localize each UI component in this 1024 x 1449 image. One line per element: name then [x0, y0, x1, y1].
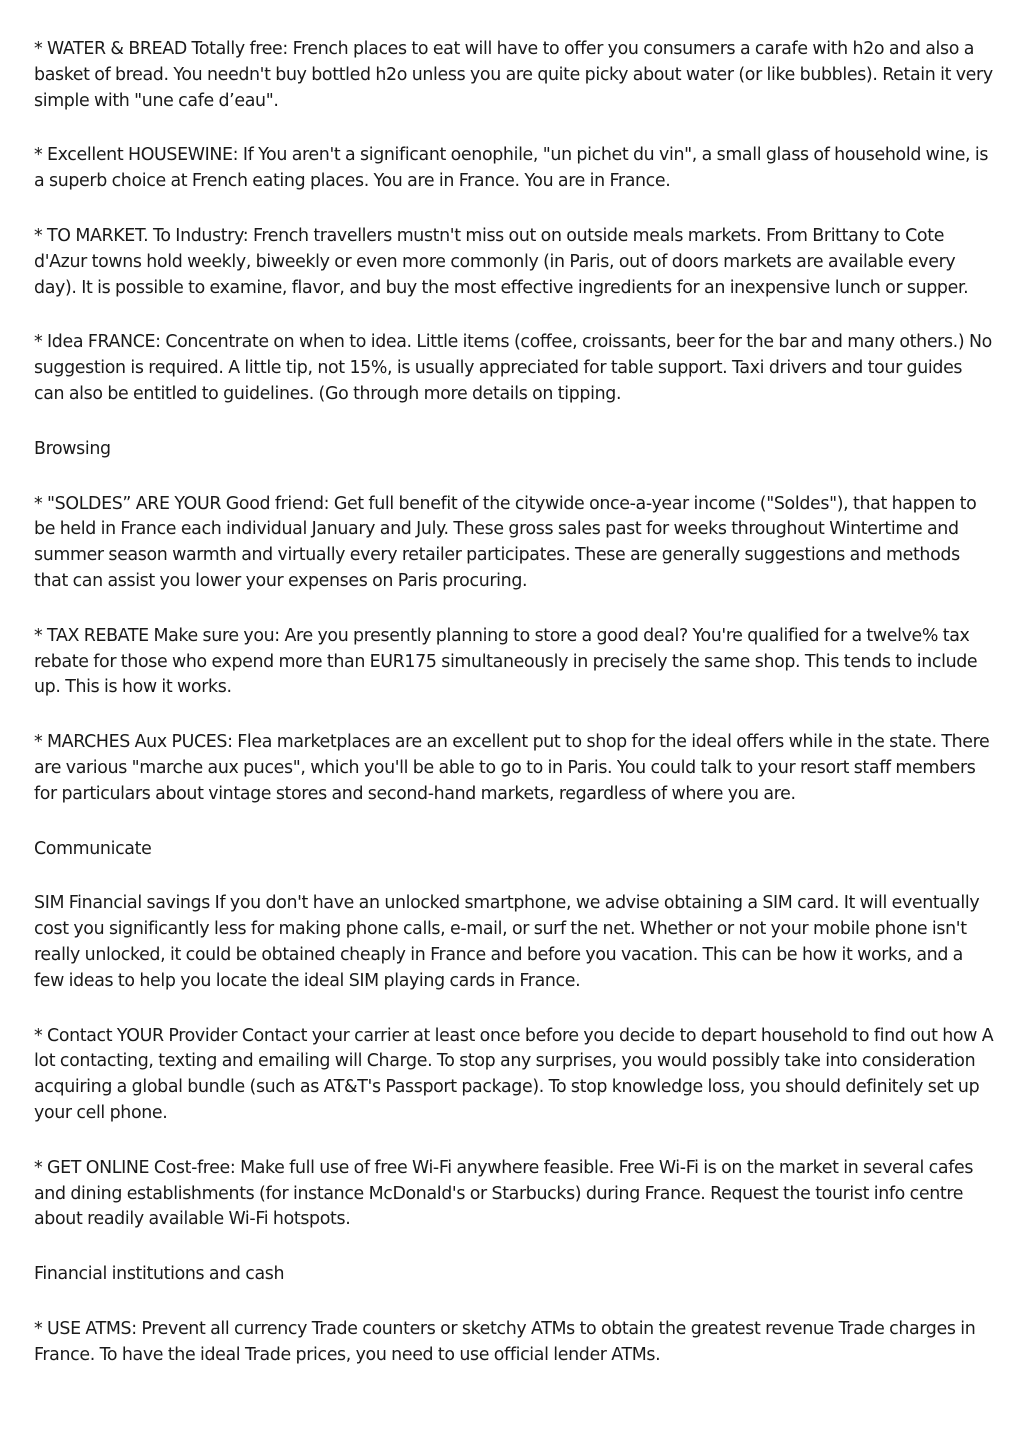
paragraph-idea-france: * Idea FRANCE: Concentrate on when to idea. Little items (coffee, croissants, beer for the bar and many others.) No suggestion is required. A little tip, not 15%, is usually appreciated for table support. Taxi drivers and tour guides can also be entitled to guidelines. (Go through more details on tipping. — [34, 332, 992, 404]
section-heading-browsing: Browsing — [34, 438, 111, 459]
paragraph-marches-aux-puces: * MARCHES Aux PUCES: Flea marketplaces are an excellent put to shop for the ideal offers while in the state. There are various "marche aux puces", which you'll be able to go to in Paris. You could talk to your resort staff members for particulars about vintage stores and second-hand markets, regardless of where you are. — [34, 732, 990, 804]
paragraph-soldes: * "SOLDES” ARE YOUR Good friend: Get full benefit of the citywide once-a-year income ("Soldes"), that happen to be held in France each individual January and July. These gross sales past for weeks throughout Wintertime and summer season warmth and virtually every retailer participates. These are generally suggestions and methods that can assist you lower your expenses on Paris procuring. — [34, 493, 977, 591]
section-heading-communicate: Communicate — [34, 838, 152, 859]
paragraph-housewine: * Excellent HOUSEWINE: If You aren't a significant oenophile, "un pichet du vin", a small glass of household wine, is a superb choice at French eating places. You are in France. You are in France. — [34, 145, 989, 192]
document-page — [34, 37, 994, 1368]
paragraph-tax-rebate: * TAX REBATE Make sure you: Are you presently planning to store a good deal? You're qualified for a twelve% tax rebate for those who expend more than EUR175 simultaneously in precisely the same shop. This tends to include up. This is how it works. — [34, 625, 978, 698]
paragraph-contact-provider: * Contact YOUR Provider Contact your carrier at least once before you decide to depart household to find out how A lot contacting, texting and emailing will Charge. To stop any surprises, you would possibly take into consideration acquiring a global bundle (such as AT&T's Passport package). To stop knowledge loss, you should definitely set up your cell phone. — [34, 1025, 994, 1123]
paragraph-get-online: * GET ONLINE Cost-free: Make full use of free Wi-Fi anywhere feasible. Free Wi-Fi is on the market in several cafes and dining establishments (for instance McDonald's or Starbucks) during France. Request the tourist info centre about readily available Wi-Fi hotspots. — [34, 1157, 974, 1230]
paragraph-to-market: * TO MARKET. To Industry: French travellers mustn't miss out on outside meals markets. From Brittany to Cote d'Azur towns hold weekly, biweekly or even more commonly (in Paris, out of doors markets are available every day). It is possible to examine, flavor, and buy the most effective ingredients for an inexpensive lunch or supper. — [34, 225, 969, 298]
paragraph-use-atms: * USE ATMS: Prevent all currency Trade counters or sketchy ATMs to obtain the greatest revenue Trade charges in France. To have the ideal Trade prices, you need to use official lender ATMs. — [34, 1318, 976, 1365]
paragraph-sim-savings: SIM Financial savings If you don't have an unlocked smartphone, we advise obtaining a SIM card. It will eventually cost you significantly less for making phone calls, e-mail, or surf the net. Whether or not your mobile phone isn't really unlocked, it could be obtained cheaply in France and before you vacation. This can be how it works, and a few ideas to help you locate the ideal SIM playing cards in France. — [34, 893, 980, 991]
paragraph-water-bread: * WATER & BREAD Totally free: French places to eat will have to offer you consumers a carafe with h2o and also a basket of bread. You needn't buy bottled h2o unless you are quite picky about water (or like bubbles). Retain it very simple with "une cafe d’eau". — [34, 39, 993, 111]
section-heading-financial-institutions: Financial institutions and cash — [34, 1264, 285, 1285]
